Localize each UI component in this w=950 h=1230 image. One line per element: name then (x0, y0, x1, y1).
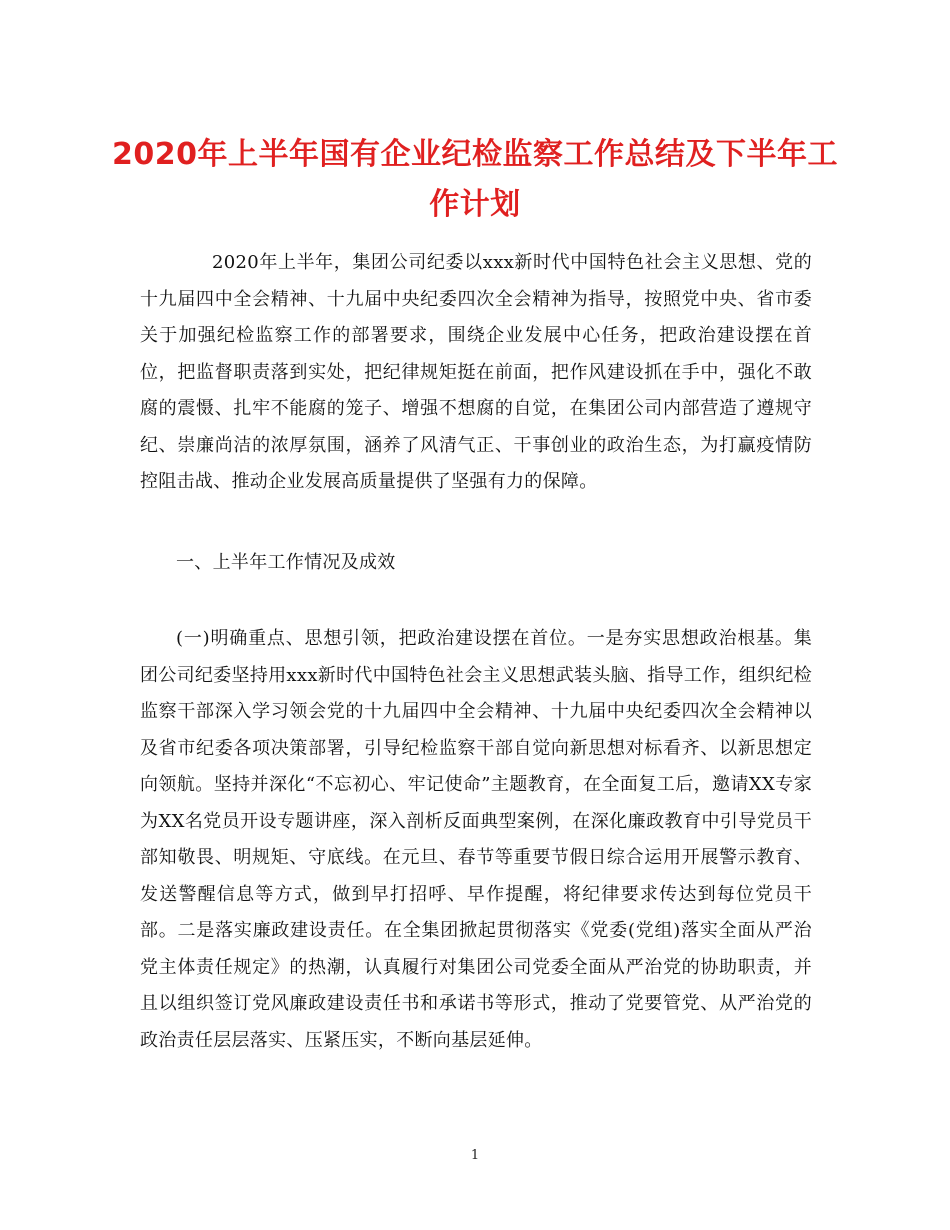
intro-paragraph: 2020年上半年，集团公司纪委以xxx新时代中国特色社会主义思想、党的十九届四中全会精神、十九届中央纪委四次全会精神为指导，按照党中央、省市委关于加强纪检监察工作的部署要求，围绕企业发展中心任务，把政治建设摆在首位，把监督职责落到实处，把纪律规矩挺在前面，把作风建设抓在手中，强化不敢腐的震慑、扎牢不能腐的笼子、增强不想腐的自觉，在集团公司内部营造了遵规守纪、崇廉尚洁的浓厚氛围，涵养了风清气正、干事创业的政治生态，为打赢疫情防控阻击战、推动企业发展高质量提供了坚强有力的保障。 (140, 252, 812, 492)
page-number: 1 (470, 1148, 480, 1163)
document-title: 2020年上半年国有企业纪检监察工作总结及下半年工作计划 (112, 137, 838, 222)
body-paragraph: (一)明确重点、思想引领，把政治建设摆在首位。一是夯实思想政治根基。集团公司纪委坚持用xxx新时代中国特色社会主义思想武装头脑、指导工作，组织纪检监察干部深入学习领会党的十九届四中全会精神、十九届中央纪委四次全会精神以及省市纪委各项决策部署，引导纪检监察干部自觉向新思想对标看齐、以新思想定向领航。坚持并深化“不忘初心、牢记使命”主题教育，在全面复工后，邀请XX专家为XX名党员开设专题讲座，深入剖析反面典型案例，在深化廉政教育中引导党员干部知敬畏、明规矩、守底线。在元旦、春节等重要节假日综合运用开展警示教育、发送警醒信息等方式，做到早打招呼、早作提醒，将纪律要求传达到每位党员干部。二是落实廉政建设责任。在全集团掀起贯彻落实《党委(党组)落实全面从严治党主体责任规定》的热潮，认真履行对集团公司党委全面从严治党的协助职责，并且以组织签订党风廉政建设责任书和承诺书等形式，推动了党要管党、从严治党的政治责任层层落实、压紧压实，不断向基层延伸。 (140, 628, 812, 1051)
section-heading: 一、上半年工作情况及成效 (176, 552, 396, 573)
